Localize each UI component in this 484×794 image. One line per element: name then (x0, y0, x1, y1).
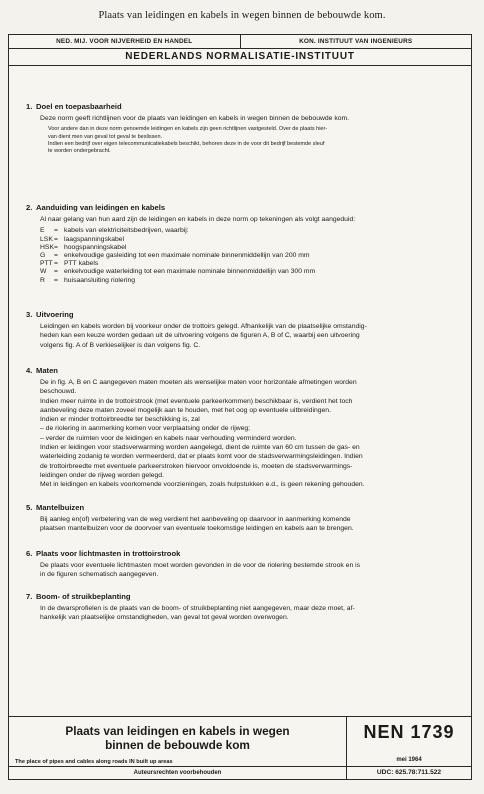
header-row (9, 35, 471, 49)
section-text (26, 114, 459, 123)
section-text: Bij aanleg en(of) verbetering van de weg verdient het aanbeveling op daarvoor in aanmerking komende plaatsen mantelbuizen voor de doorvoer van eventuele toekomstige leidingen en kabels aan te brengen. (40, 516, 354, 533)
abbreviation-item: G = enkelvoudige gasleiding tot een maximale nominale binnenmiddellijn van 200 mm (40, 251, 310, 259)
institute-name: NEDERLANDS NORMALISATIE-INSTITUUT (9, 49, 471, 66)
abbreviation-item: PTT = PTT kabels (40, 260, 99, 268)
section-heading: 2. Aanduiding van leidingen en kabels (26, 203, 166, 212)
section-3 (26, 310, 459, 350)
section-4 (26, 366, 459, 490)
section-6 (26, 549, 459, 580)
copyright-notice: Auteursrechten voorbehouden (9, 766, 346, 779)
title-block-right (347, 717, 471, 779)
section-heading: 1. Doel en toepasbaarheid (26, 102, 122, 111)
header-right-org: KON. INSTITUUT VAN INGENIEURS (299, 38, 413, 45)
udc-code: UDC: 625.78:711.522 (347, 766, 471, 779)
header-left-org: NED. MIJ. VOOR NIJVERHEID EN HANDEL (9, 35, 241, 48)
section-text: De in fig. A, B en C aangegeven maten moeten als wenselijke maten voor horizontale afmetingen worden beschouwd. Indien meer ruimte in de trottoirstrook (met eventuele parkeerkommen) beschikbaar is, verdient het toch aanbeveling deze maten zoveel mogelijk aan te houden, met het oog op eventuele uitbreidingen. Indien er minder trottoirbreedte ter beschikking is, zal – de riolering in aanmerking komen voor verplaatsing onder de rijweg; – verder de ruimten voor de leidingen en kabels naar verhouding verminderd worden. Indien er leidingen voor stadsverwarming worden aangelegd, dient de ruimte van 60 cm tussen de gas- en waterleiding zodanig te worden vermeerderd, dat er plaats komt voor de stadsverwarmingsleidingen. Indien de trottoirbreedte met eventuele parkeerstroken hiervoor onvoldoende is, moeten de stadsverwarmings- leidingen onder de rijweg worden gelegd. Met in leidingen en kabels voorkomende voorzieningen, zoals hulpstukken e.d., is geen rekening gehouden. (40, 379, 365, 489)
abbreviation-item: HSK = hoogspanningskabel (40, 243, 127, 251)
section-heading: 3. Uitvoering (26, 310, 74, 319)
page-top-title: Plaats van leidingen en kabels in wegen binnen de bebouwde kom. (98, 10, 386, 21)
norm-english-subtitle: The place of pipes and cables along roads IN built up areas (15, 759, 173, 765)
section-heading: 5. Mantelbuizen (26, 503, 85, 512)
section-7 (26, 592, 459, 623)
section-heading: 6. Plaats voor lichtmasten in trottoirstrook (26, 549, 181, 558)
title-block-left (9, 717, 347, 779)
norm-number: NEN 1739 (363, 722, 455, 742)
section-heading: 4. Maten (26, 366, 58, 375)
section-5 (26, 503, 459, 534)
abbreviation-item: E = kabels van elektriciteitsbedrijven, waarbij: (40, 227, 189, 235)
section-2 (26, 203, 459, 285)
section-note: Voor andere dan in deze norm genoemde leidingen en kabels zijn geen richtlijnen vastgesteld. Over de plaats hier- van dient men van geval tot geval te beslissen. Indien een bedrijf over eigen telecommunicatiekabels beschikt, behoren deze in de voor dit bedrijf bestemde sleuf te worden ondergebracht. (48, 126, 328, 154)
norm-title: Plaats van leidingen en kabels in wegen binnen de bebouwde kom (65, 724, 290, 752)
abbreviation-item: W = enkelvoudige waterleiding tot een maximale nominale binnenmiddellijn van 300 mm (40, 268, 316, 276)
abbreviation-list (40, 227, 459, 284)
section-text: De plaats voor eventuele lichtmasten moet worden gevonden in de voor de riolering bestemde strook en is in de figuren schematisch aangegeven. (40, 562, 361, 579)
norm-date: mei 1964 (396, 757, 422, 763)
section-text: In de dwarsprofielen is de plaats van de boom- of struikbeplanting niet aangegeven, maar deze moet, af- hankelijk van plaatselijke omstandigheden, van geval tot geval worden overwogen. (40, 605, 355, 622)
section-text: Leidingen en kabels worden bij voorkeur onder de trottoirs gelegd. Afhankelijk van de plaatselijke omstandig- heden kan een keuze worden gedaan uit de uitvoering volgens de figuren A, B of C, waarbij een uitvoering volgens fig. A of B verkieselijker is dan volgens fig. C. (40, 323, 367, 349)
section-text: Al naar gelang van hun aard zijn de leidingen en kabels in deze norm op tekeningen als volgt aangeduid: E = kabels van elektriciteitsbedrijven, waarbij: LSK = laagspanningskabel HSK = hoogspanningskabel G = enkelvoudige gasleiding tot een maximale nominale binnenmiddellijn van 200 mm PTT = PTT kabels W = enkelvoudige waterleiding tot een maximale nominale binnenmiddellijn van 300 mm R = huisaansluiting riolering (26, 215, 459, 285)
abbreviation-item: R = huisaansluiting riolering (40, 276, 136, 284)
norm-sheet (8, 34, 472, 780)
document-body (9, 66, 471, 724)
section-1 (26, 102, 459, 155)
abbreviation-item: LSK = laagspanningskabel (40, 235, 125, 243)
paragraph: Deze norm geeft richtlijnen voor de plaats van leidingen en kabels in wegen binnen de bebouwde kom. (40, 115, 350, 122)
section-heading: 7. Boom- of struikbeplanting (26, 592, 131, 601)
title-block (9, 716, 471, 779)
